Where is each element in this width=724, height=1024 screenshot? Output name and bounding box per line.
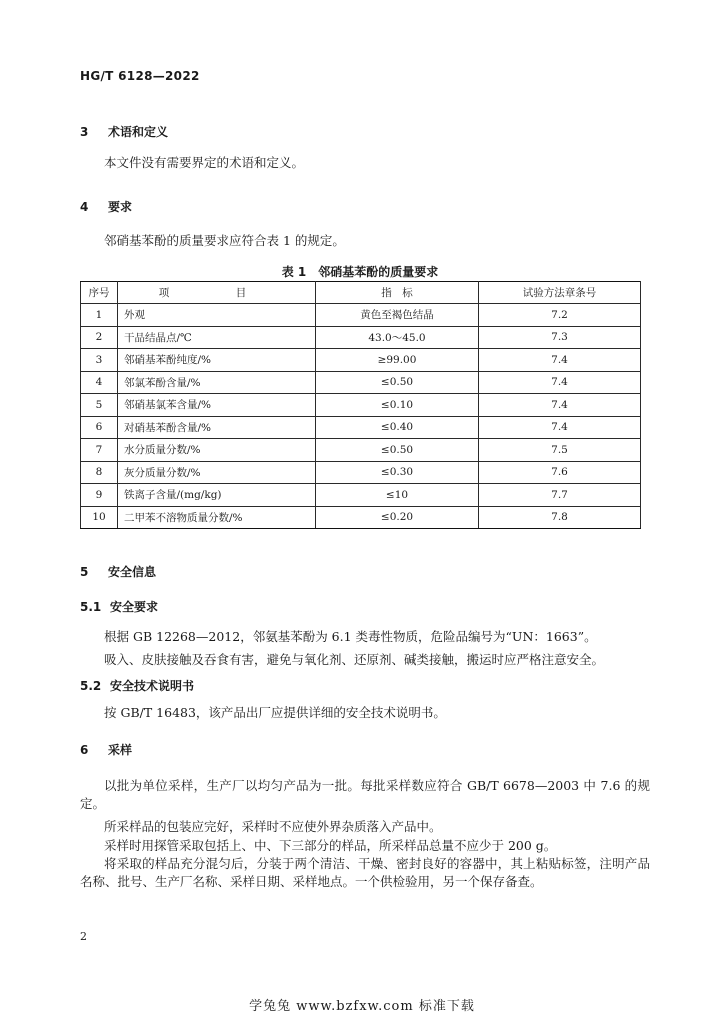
table-caption: 表 1 邻硝基苯酚的质量要求 (281, 265, 439, 279)
section-5-1-heading (80, 598, 158, 615)
row-item: 灰分质量分数/% (118, 461, 316, 484)
row-method: 7.4 (479, 394, 641, 417)
row-item: 二甲苯不溶物质量分数/% (118, 506, 316, 529)
row-no: 8 (81, 461, 118, 484)
header-index: 指 标 (316, 282, 479, 304)
row-no: 7 (81, 439, 118, 462)
row-method: 7.2 (479, 304, 641, 327)
row-no: 9 (81, 484, 118, 507)
table-row (81, 461, 641, 484)
row-item: 邻硝基氯苯含量/% (118, 394, 316, 417)
section-title: 采样 (108, 743, 133, 757)
row-method: 7.3 (479, 326, 641, 349)
section-3-body: 本文件没有需要界定的术语和定义。 (104, 155, 305, 170)
section-3-heading (80, 123, 168, 140)
table-row (81, 416, 641, 439)
section-title: 安全要求 (110, 600, 159, 614)
section-5-1-para-2: 吸入、皮肤接触及吞食有害，避免与氧化剂、还原剂、碱类接触，搬运时应严格注意安全。 (104, 652, 605, 667)
table-row (81, 394, 641, 417)
table-header-row (81, 282, 641, 304)
section-title: 要求 (108, 200, 133, 214)
header-no: 序号 (81, 282, 118, 304)
section-6-para-2: 所采样品的包装应完好，采样时不应使外界杂质落入产品中。 (104, 819, 442, 834)
row-method: 7.8 (479, 506, 641, 529)
row-item: 铁离子含量/(mg/kg) (118, 484, 316, 507)
row-index: ≤10 (316, 484, 479, 507)
table-row (81, 371, 641, 394)
section-6-heading (80, 741, 132, 758)
row-index: 黄色至褐色结晶 (316, 304, 479, 327)
section-5-heading (80, 563, 156, 580)
table-row (81, 349, 641, 372)
page-number: 2 (80, 930, 87, 943)
row-no: 2 (81, 326, 118, 349)
section-number: 3 (80, 125, 89, 139)
table-row (81, 439, 641, 462)
section-6-para-1: 以批为单位采样，生产厂以均匀产品为一批。每批采样数应符合 GB/T 6678—2003 中 7.6 的规定。 (80, 778, 650, 811)
row-method: 7.4 (479, 371, 641, 394)
table-row (81, 506, 641, 529)
row-index: ≥99.00 (316, 349, 479, 372)
row-index: ≤0.50 (316, 439, 479, 462)
footer-watermark-text: 学兔兔 www.bzfxw.com 标准下载 (249, 999, 475, 1014)
section-5-1-para-1: 根据 GB 12268—2012，邻氨基苯酚为 6.1 类毒性物质，危险品编号为“UN：1663”。 (104, 629, 597, 644)
section-number: 5.2 (80, 679, 102, 693)
row-item: 外观 (118, 304, 316, 327)
section-6-para-4: 将采取的样品充分混匀后，分装于两个清洁、干燥、密封良好的容器中，其上粘贴标签，注明产品名称、批号、生产厂名称、采样日期、采样地点。一个供检验用，另一个保存备查。 (80, 856, 650, 889)
row-no: 6 (81, 416, 118, 439)
row-index: ≤0.40 (316, 416, 479, 439)
table-row (81, 484, 641, 507)
section-number: 6 (80, 743, 89, 757)
row-no: 1 (81, 304, 118, 327)
row-method: 7.6 (479, 461, 641, 484)
section-4-body: 邻硝基苯酚的质量要求应符合表 1 的规定。 (104, 233, 345, 248)
row-no: 5 (81, 394, 118, 417)
section-title: 术语和定义 (108, 125, 169, 139)
table-row (81, 304, 641, 327)
row-index: ≤0.50 (316, 371, 479, 394)
header-item: 项 目 (118, 282, 316, 304)
row-index: ≤0.10 (316, 394, 479, 417)
section-6-para-3: 采样时用探管采取包括上、中、下三部分的样品，所采样品总量不应少于 200 g。 (104, 838, 557, 853)
standard-number: HG/T 6128—2022 (80, 69, 200, 83)
section-5-2-heading (80, 677, 194, 694)
row-method: 7.7 (479, 484, 641, 507)
section-title: 安全技术说明书 (110, 679, 195, 693)
row-method: 7.5 (479, 439, 641, 462)
section-number: 5.1 (80, 600, 102, 614)
row-index: ≤0.20 (316, 506, 479, 529)
section-number: 5 (80, 565, 89, 579)
row-no: 10 (81, 506, 118, 529)
row-method: 7.4 (479, 349, 641, 372)
row-no: 3 (81, 349, 118, 372)
row-item: 邻氯苯酚含量/% (118, 371, 316, 394)
row-item: 干品结晶点/℃ (118, 326, 316, 349)
row-item: 邻硝基苯酚纯度/% (118, 349, 316, 372)
row-index: 43.0～45.0 (316, 326, 479, 349)
row-method: 7.4 (479, 416, 641, 439)
section-title: 安全信息 (108, 565, 157, 579)
row-item: 水分质量分数/% (118, 439, 316, 462)
section-5-2-para-1: 按 GB/T 16483，该产品出厂应提供详细的安全技术说明书。 (104, 705, 446, 720)
table-row (81, 326, 641, 349)
section-number: 4 (80, 200, 89, 214)
row-item: 对硝基苯酚含量/% (118, 416, 316, 439)
quality-requirements-table (80, 281, 641, 529)
row-index: ≤0.30 (316, 461, 479, 484)
row-no: 4 (81, 371, 118, 394)
section-4-heading (80, 198, 132, 215)
header-method: 试验方法章条号 (479, 282, 641, 304)
